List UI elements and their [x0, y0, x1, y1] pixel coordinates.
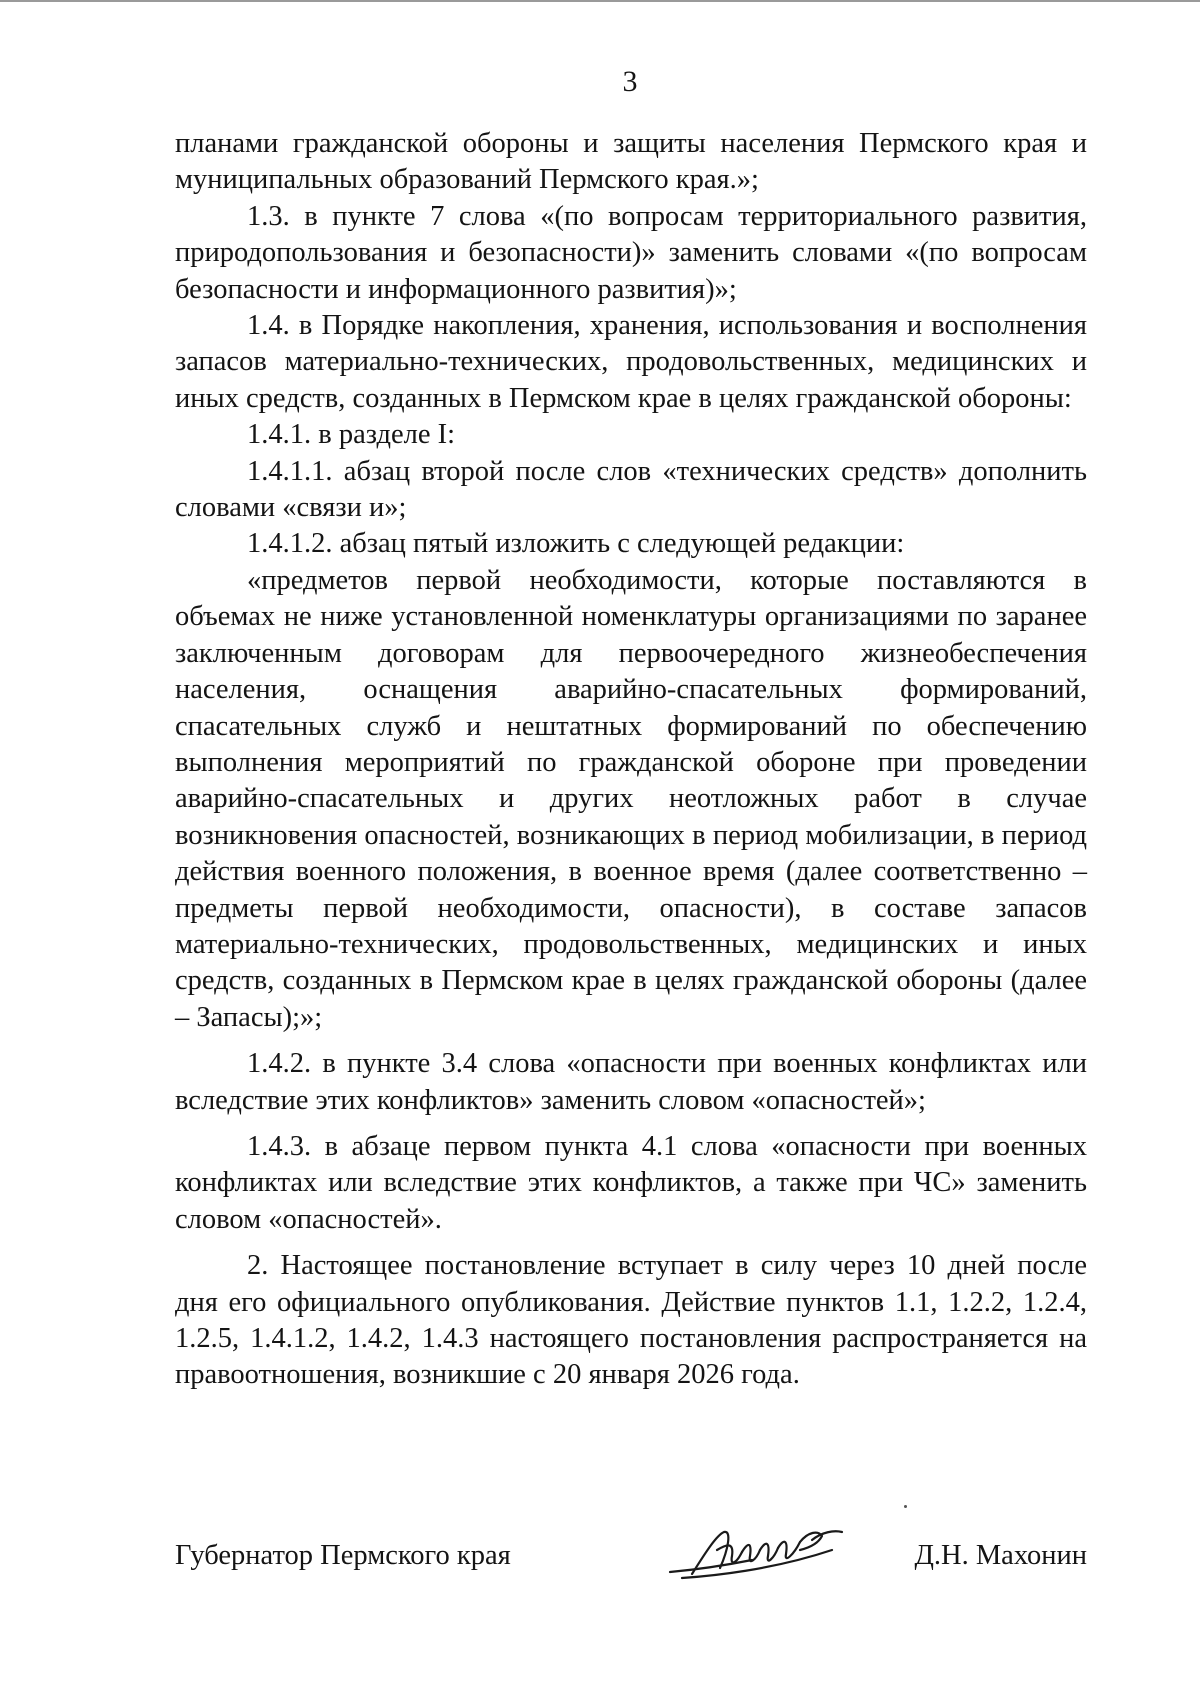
- document-body: [175, 126, 1087, 1394]
- signature-block: [175, 1530, 1087, 1590]
- paragraph-2: 2. Настоящее постановление вступает в силу через 10 дней после дня его официального опубликования. Действие пунктов 1.1, 1.2.2, 1.2.4, 1.2.5, 1.4.1.2, 1.4.2, 1.4.3 настоящего постановления распространяется на правоотношения, возникшие с 20 января 2026 года.: [175, 1250, 1087, 1391]
- paragraph-continuation: планами гражданской обороны и защиты населения Пермского края и муниципальных образований Пермского края.»;: [175, 128, 1087, 196]
- signatory-position: Губернатор Пермского края: [175, 1540, 511, 1571]
- paragraph-1-4-1-1: 1.4.1.1. абзац второй после слов «технических средств» дополнить словами «связи и»;: [175, 455, 1087, 524]
- scan-edge-line: [0, 0, 1200, 2]
- paragraph-1-4-1-2: 1.4.1.2. абзац пятый изложить с следующей редакции:: [247, 528, 905, 560]
- signatory-name: Д.Н. Махонин: [914, 1540, 1087, 1571]
- page-number: 3: [622, 65, 638, 98]
- paragraph-quoted-text: «предметов первой необходимости, которые поставляются в объемах не ниже установленной номенклатуры организациями по заранее заключенным договорам для первоочередного жизнеобеспечения населения, оснащения аварийно-спасательных формирований, спасательных служб и нештатных формирований по обеспечению выполнения мероприятий по гражданской обороне при проведении аварийно-спасательных и других неотложных работ в случае возникновения опасностей, возникающих в период мобилизации, в период действия военного положения, в военное время (далее соответственно – предметы первой необходимости, опасности), в составе запасов материально-технических, продовольственных, медицинских и иных средств, созданных в Пермском крае в целях гражданской обороны (далее – Запасы);»;: [175, 564, 1087, 1033]
- paragraph-1-4-1: 1.4.1. в разделе I:: [247, 419, 456, 451]
- paragraph-1-4-2: 1.4.2. в пункте 3.4 слова «опасности при военных конфликтах или вследствие этих конфликтов» заменить словом «опасностей»;: [175, 1048, 1087, 1116]
- scan-speck: [904, 1505, 907, 1508]
- paragraph-1-4: 1.4. в Порядке накопления, хранения, использования и восполнения запасов материально-технических, продовольственных, медицинских и иных средств, созданных в Пермском крае в целях гражданской обороны:: [175, 310, 1087, 414]
- handwritten-signature: [662, 1520, 852, 1590]
- paragraph-1-4-3: 1.4.3. в абзаце первом пункта 4.1 слова «опасности при военных конфликтах или вследствие этих конфликтов, а также при ЧС» заменить словом «опасностей».: [175, 1130, 1087, 1235]
- paragraph-1-3: 1.3. в пункте 7 слова «(по вопросам территориального развития, природопользования и безопасности)» заменить словами «(по вопросам безопасности и информационного развития)»;: [175, 200, 1087, 305]
